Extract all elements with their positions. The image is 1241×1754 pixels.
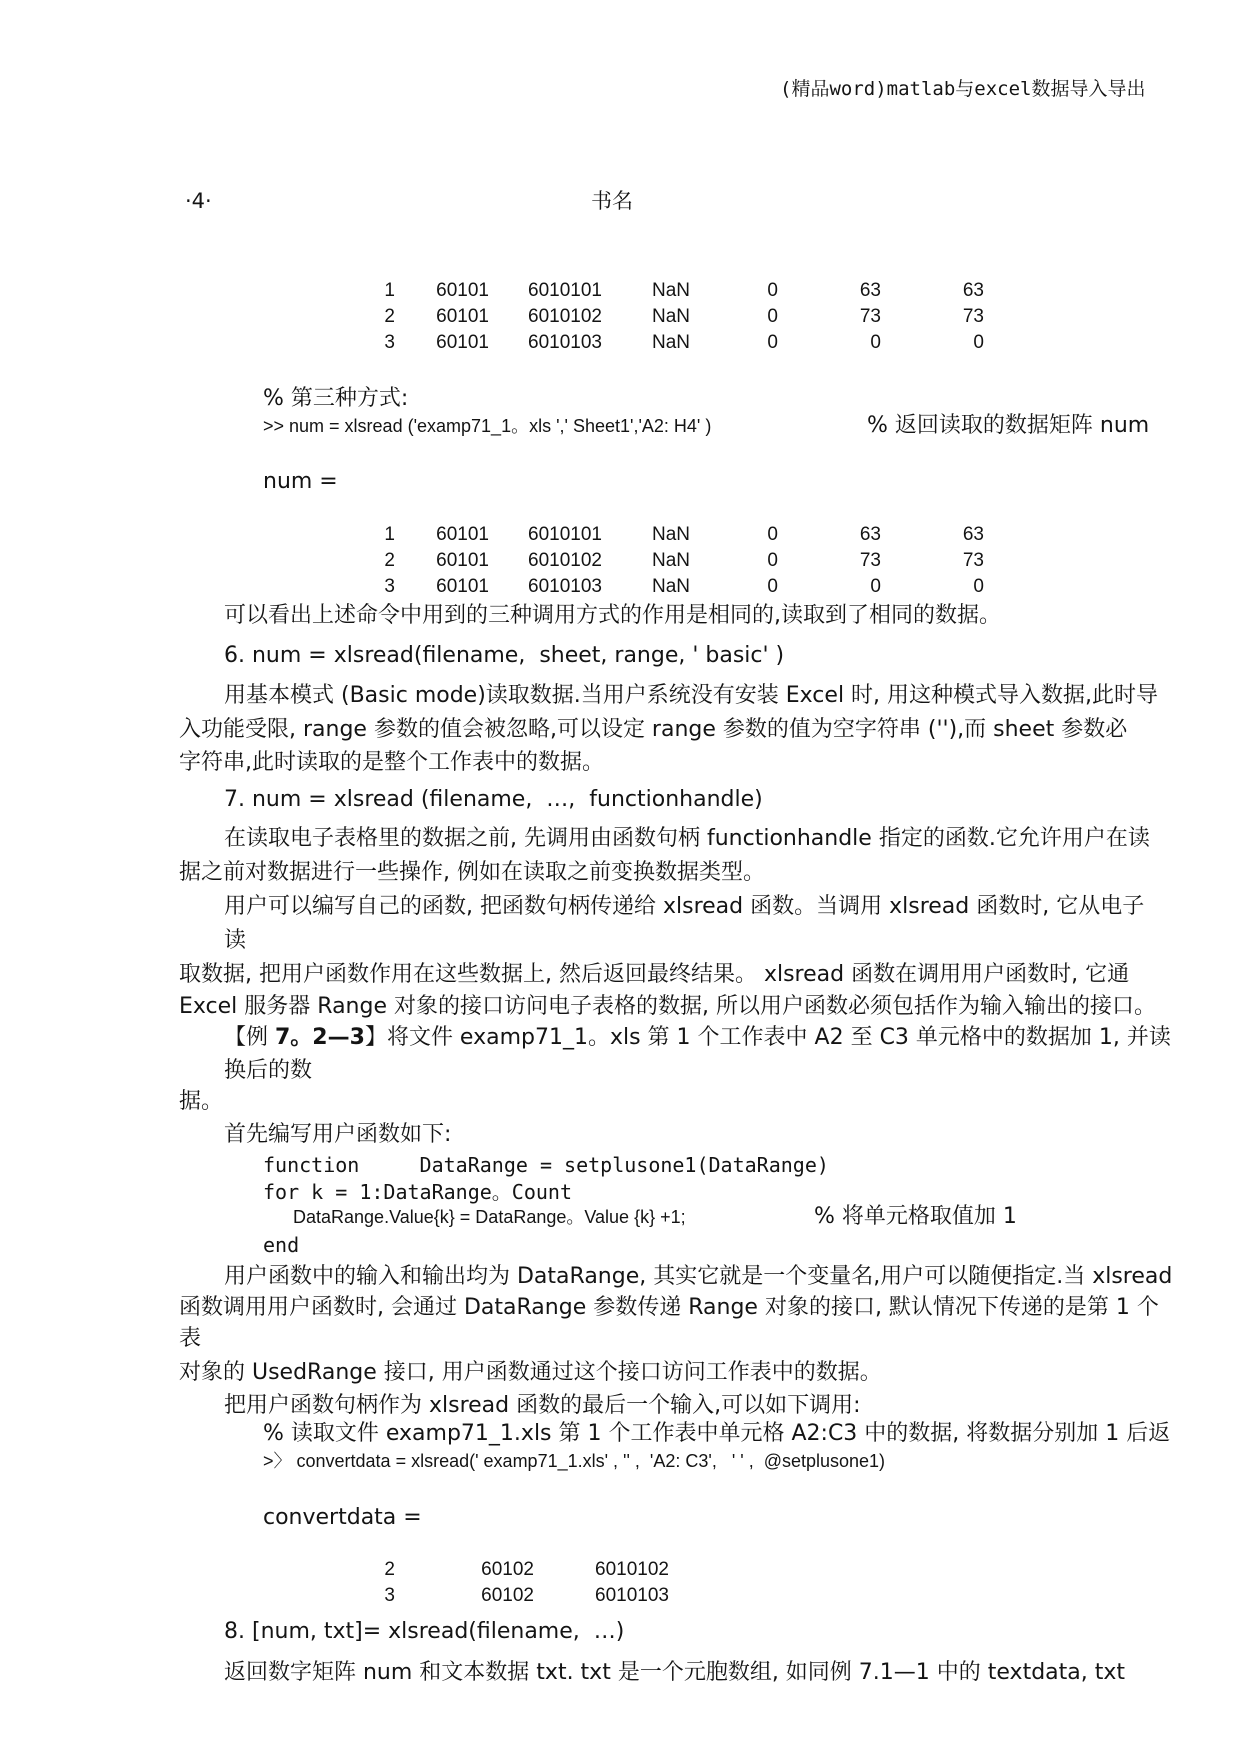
command-line: >> num = xlsread ('examp71_1。xls ',' Sheet1','A2: H4' ) [263, 416, 712, 436]
example-prefix: 【例 [224, 1025, 275, 1050]
command-comment: % 返回读取的数据矩阵 num [867, 413, 1150, 438]
table-cell: 60102 [481, 1585, 534, 1606]
paragraph-line: 换后的数 [224, 1058, 313, 1083]
table-cell: 3 [384, 332, 395, 353]
paragraph-line: 取数据, 把用户函数作用在这些数据上, 然后返回最终结果。 xlsread 函数在调用用户函数时, 它通 [179, 962, 1130, 987]
table-cell: 73 [859, 306, 881, 327]
table-row [360, 574, 984, 600]
result-matrix-3 [360, 1557, 669, 1609]
table-cell: 60101 [436, 306, 489, 327]
table-cell: NaN [651, 332, 690, 353]
table-cell: NaN [651, 306, 690, 327]
paragraph-line: 入功能受限, range 参数的值会被忽略,可以设定 range 参数的值为空字符串 (''),而 sheet 参数必 [179, 717, 1128, 742]
table-cell: 6010103 [595, 1585, 669, 1606]
table-cell: 0 [767, 306, 778, 327]
table-cell: 60101 [436, 332, 489, 353]
code-line: for k = 1:DataRange。Count [263, 1180, 572, 1204]
paragraph-line: 读 [224, 928, 247, 953]
paragraph-line: 表 [179, 1326, 202, 1351]
paragraph-line: 把用户函数句柄作为 xlsread 函数的最后一个输入,可以如下调用: [224, 1393, 861, 1418]
code-line: function DataRange = setplusone1(DataRange) [263, 1153, 829, 1177]
paragraph-line: 在读取电子表格里的数据之前, 先调用由函数句柄 functionhandle 指定的函数.它允许用户在读 [224, 826, 1150, 851]
table-cell: 73 [962, 306, 984, 327]
table-row [360, 304, 984, 330]
table-cell: 6010103 [528, 576, 602, 597]
table-cell: 1 [384, 524, 395, 545]
paragraph-line: 用户函数中的输入和输出均为 DataRange, 其实它就是一个变量名,用户可以随便指定.当 xlsread [224, 1264, 1173, 1289]
code-comment: % 读取文件 examp71_1.xls 第 1 个工作表中单元格 A2:C3 中的数据, 将数据分别加 1 后返 [263, 1421, 1171, 1446]
running-title: (精品word)matlab与excel数据导入导出 [780, 78, 1146, 100]
code-line: DataRange.Value{k} = DataRange。Value {k} +1; [293, 1207, 686, 1227]
table-cell: 63 [962, 280, 984, 301]
item-7-heading: 7. num = xlsread (filename, …, functionhandle) [224, 787, 763, 812]
table-cell: 63 [859, 524, 881, 545]
method-three-comment: % 第三种方式: [263, 386, 409, 411]
table-row [360, 522, 984, 548]
result-matrix-1 [360, 278, 984, 356]
table-cell: 0 [973, 576, 984, 597]
output-label: num = [263, 469, 338, 494]
table-cell: 3 [384, 576, 395, 597]
table-cell: 60101 [436, 280, 489, 301]
table-cell: NaN [651, 524, 690, 545]
table-cell: 6010101 [528, 524, 602, 545]
table-cell: 6010102 [528, 550, 602, 571]
table-cell: 6010103 [528, 332, 602, 353]
code-line: end [263, 1233, 300, 1257]
table-cell: 0 [767, 576, 778, 597]
paragraph-line: 用基本模式 (Basic mode)读取数据.当用户系统没有安装 Excel 时, 用这种模式导入数据,此时导 [224, 683, 1159, 708]
table-cell: 0 [870, 576, 881, 597]
page-number: ·4· [185, 189, 212, 213]
table-cell: NaN [651, 550, 690, 571]
table-cell: 0 [767, 524, 778, 545]
paragraph-line: 对象的 UsedRange 接口, 用户函数通过这个接口访问工作表中的数据。 [179, 1360, 882, 1385]
table-row [360, 548, 984, 574]
item-8-heading: 8. [num, txt]= xlsread(filename, …) [224, 1619, 625, 1644]
table-cell: 73 [859, 550, 881, 571]
paragraph-line: Excel 服务器 Range 对象的接口访问电子表格的数据, 所以用户函数必须包括作为输入输出的接口。 [179, 994, 1156, 1019]
table-cell: 60102 [481, 1559, 534, 1580]
table-row [360, 278, 984, 304]
table-cell: NaN [651, 280, 690, 301]
paragraph-line: 可以看出上述命令中用到的三种调用方式的作用是相同的,读取到了相同的数据。 [224, 603, 1001, 628]
table-cell: 60101 [436, 550, 489, 571]
table-cell: 60101 [436, 524, 489, 545]
command-line: >〉 convertdata = xlsread(' examp71_1.xls' , '' , 'A2: C3', ' ' , @setplusone1) [263, 1451, 886, 1471]
table-cell: 63 [962, 524, 984, 545]
table-cell: 63 [859, 280, 881, 301]
result-matrix-2 [360, 522, 984, 600]
example-number: 7。2—3 [275, 1025, 365, 1050]
table-cell: 3 [384, 1585, 395, 1606]
table-cell: 60101 [436, 576, 489, 597]
table-cell: 6010102 [528, 306, 602, 327]
paragraph-line: 用户可以编写自己的函数, 把函数句柄传递给 xlsread 函数。当调用 xlsread 函数时, 它从电子 [224, 894, 1145, 919]
code-comment: % 将单元格取值加 1 [814, 1204, 1017, 1229]
paragraph-line: 首先编写用户函数如下: [224, 1122, 452, 1147]
paragraph-line: 返回数字矩阵 num 和文本数据 txt. txt 是一个元胞数组, 如同例 7.1—1 中的 textdata, txt [224, 1660, 1126, 1685]
table-cell: 6010102 [595, 1559, 669, 1580]
item-6-heading: 6. num = xlsread(filename, sheet, range, ' basic' ) [224, 643, 785, 668]
table-row [360, 330, 984, 356]
table-cell: 0 [767, 550, 778, 571]
table-cell: NaN [651, 576, 690, 597]
table-cell: 0 [973, 332, 984, 353]
table-cell: 0 [870, 332, 881, 353]
table-cell: 0 [767, 332, 778, 353]
example-text: 】将文件 examp71_1。xls 第 1 个工作表中 A2 至 C3 单元格中的数据加 1, 并读 [364, 1025, 1171, 1050]
table-cell: 2 [384, 306, 395, 327]
example-heading [224, 1025, 1241, 1051]
paragraph-line: 据。 [179, 1089, 224, 1114]
paragraph-line: 据之前对数据进行一些操作, 例如在读取之前变换数据类型。 [179, 860, 765, 885]
table-cell: 6010101 [528, 280, 602, 301]
output-label: convertdata = [263, 1505, 422, 1530]
paragraph-line: 函数调用用户函数时, 会通过 DataRange 参数传递 Range 对象的接口, 默认情况下传递的是第 1 个 [179, 1295, 1159, 1320]
table-row [360, 1583, 669, 1609]
book-title: 书名 [591, 189, 633, 213]
table-cell: 2 [384, 1559, 395, 1580]
table-cell: 2 [384, 550, 395, 571]
table-cell: 0 [767, 280, 778, 301]
paragraph-line: 字符串,此时读取的是整个工作表中的数据。 [179, 750, 604, 775]
table-cell: 1 [384, 280, 395, 301]
table-row [360, 1557, 669, 1583]
table-cell: 73 [962, 550, 984, 571]
